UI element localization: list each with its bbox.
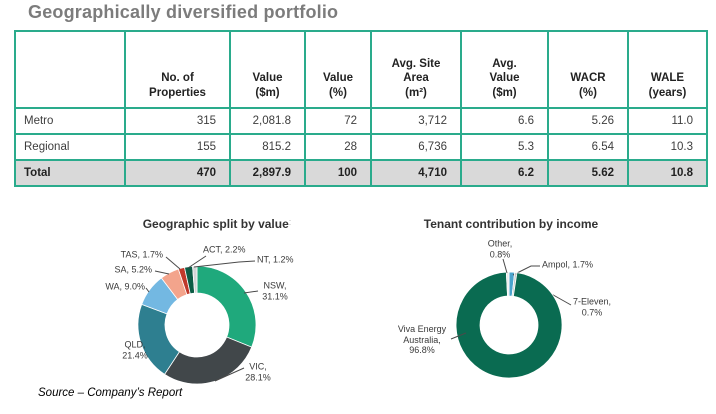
table-row	[15, 134, 707, 160]
portfolio-table	[14, 30, 708, 187]
tenant-contribution-chart	[364, 205, 710, 400]
slice-label-qld: QLD, 21.4%	[122, 339, 148, 360]
column-header: Avg. Value ($m)	[461, 31, 548, 108]
source-note: Source – Company’s Report	[38, 387, 183, 399]
chart-title-text: Tenant contribution by income	[423, 217, 599, 231]
leader-line	[166, 257, 180, 269]
table-cell: 470	[125, 160, 230, 186]
table-cell: 11.0	[628, 108, 707, 134]
column-header: Value (%)	[305, 31, 371, 108]
table-cell: 6.54	[548, 134, 628, 160]
leader-line	[155, 271, 169, 274]
table-row	[15, 160, 707, 186]
slice-label-vic: VIC, 28.1%	[245, 361, 271, 382]
pie-slice-vic	[165, 337, 252, 384]
slice-label-7-eleven: 7-Eleven, 0.7%	[572, 296, 612, 317]
column-header: WACR (%)	[548, 31, 628, 108]
slice-label-viva-energy-australia: Viva Energy Australia, 96.8%	[397, 324, 447, 356]
column-header: No. of Properties	[125, 31, 230, 108]
table-head	[15, 31, 707, 108]
geographic-split-chart	[14, 205, 364, 400]
slice-label-nsw: NSW, 31.1%	[262, 280, 288, 301]
header-row	[15, 31, 707, 108]
table-cell: 2,081.8	[230, 108, 305, 134]
table-cell: 815.2	[230, 134, 305, 160]
table-cell: 155	[125, 134, 230, 160]
table-cell: 28	[305, 134, 371, 160]
slice-label-nt: NT, 1.2%	[257, 254, 294, 265]
row-label: Regional	[15, 134, 125, 160]
page-title: Geographically diversified portfolio	[28, 2, 339, 22]
table-cell: 72	[305, 108, 371, 134]
table-cell: 315	[125, 108, 230, 134]
donut-chart	[14, 205, 364, 400]
slice-label-tas: TAS, 1.7%	[120, 249, 163, 260]
row-label: Metro	[15, 108, 125, 134]
leader-line	[194, 261, 255, 267]
table-cell: 6.6	[461, 108, 548, 134]
table-row	[15, 108, 707, 134]
leader-line	[503, 259, 507, 273]
pie-slice-nsw	[197, 266, 256, 347]
table-cell: 5.62	[548, 160, 628, 186]
slice-label-ampol: Ampol, 1.7%	[542, 259, 594, 270]
table-cell: 6,736	[371, 134, 461, 160]
table-cell: 5.3	[461, 134, 548, 160]
row-label: Total	[15, 160, 125, 186]
table-cell: 2,897.9	[230, 160, 305, 186]
leader-line	[146, 288, 149, 292]
table-cell: 5.26	[548, 108, 628, 134]
column-header: Avg. Site Area (m²)	[371, 31, 461, 108]
table-cell: 10.8	[628, 160, 707, 186]
table-cell: 6.2	[461, 160, 548, 186]
table-cell: 10.3	[628, 134, 707, 160]
slice-label-wa: WA, 9.0%	[105, 281, 145, 292]
slice-label-sa: SA, 5.2%	[114, 264, 152, 275]
slice-label-other: Other, 0.8%	[487, 238, 513, 259]
column-header: Value ($m)	[230, 31, 305, 108]
table-cell: 3,712	[371, 108, 461, 134]
table-cell: 100	[305, 160, 371, 186]
slice-label-act: ACT, 2.2%	[203, 244, 246, 255]
chart-title-text: Geographic split by value	[142, 217, 289, 231]
column-header	[15, 31, 125, 108]
footnote-mark: :	[288, 217, 292, 227]
table-body	[15, 108, 707, 186]
donut-chart	[364, 205, 710, 400]
column-header: WALE (years)	[628, 31, 707, 108]
table-cell: 4,710	[371, 160, 461, 186]
